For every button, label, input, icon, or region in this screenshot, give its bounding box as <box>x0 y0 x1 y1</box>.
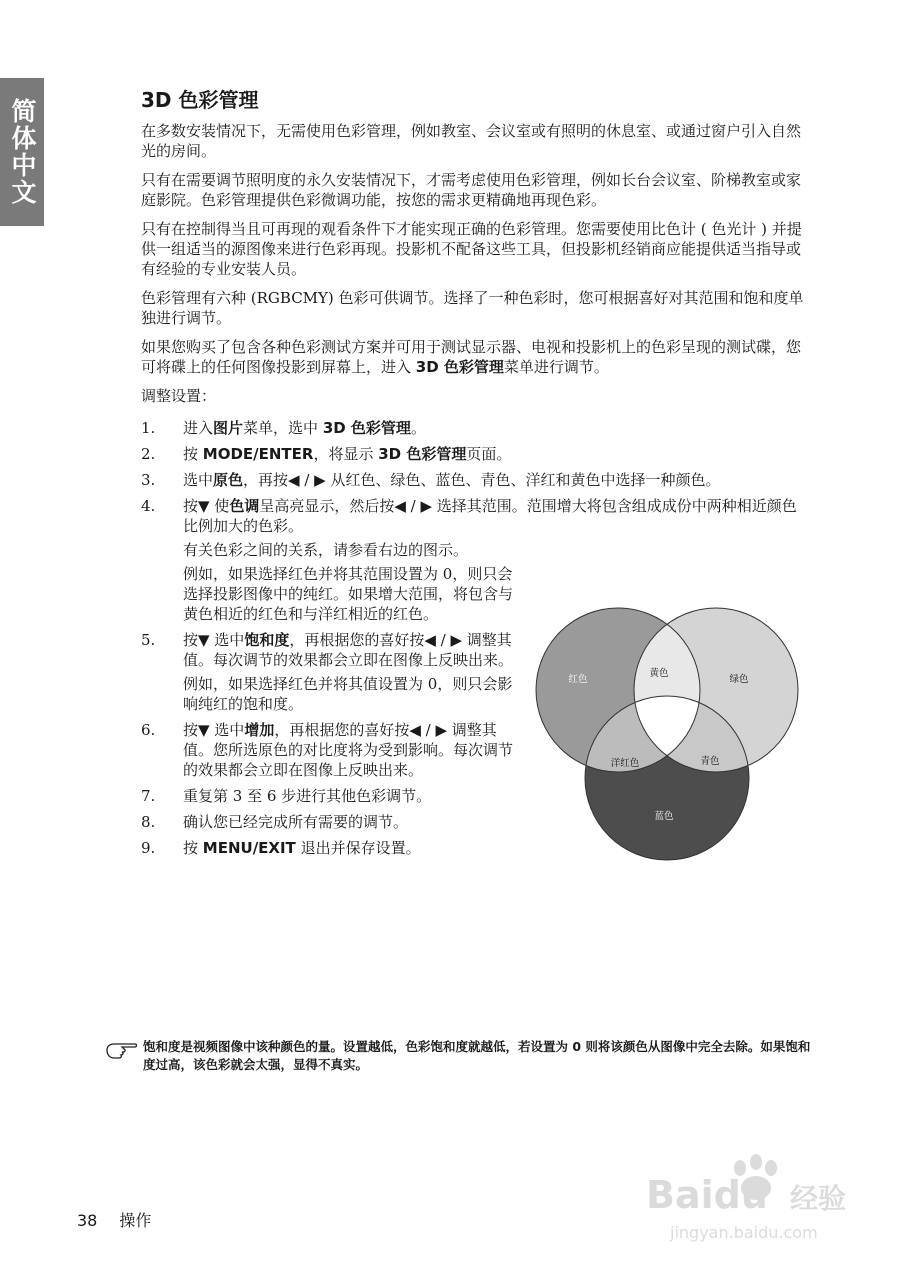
page-footer <box>77 1208 151 1231</box>
color-venn-diagram <box>534 606 800 862</box>
note-box <box>105 1038 815 1074</box>
section-name: 操作 <box>119 1211 152 1230</box>
paragraph-2: 只有在需要调节照明度的永久安装情况下，才需考虑使用色彩管理，例如长台会议室、阶梯教室或家庭影院。色彩管理提供色彩微调功能，按您的需求更精确地再现色彩。 <box>141 171 802 209</box>
step-3: 3. 选中原色，再按◀ / ▶ 从红色、绿色、蓝色、青色、洋红和黄色中选择一种颜色。 <box>141 471 721 489</box>
paragraph-4: 色彩管理有六种 (RGBCMY) 色彩可供调节。选择了一种色彩时，您可根据喜好对其范围和饱和度单独进行调节。 <box>141 289 804 327</box>
watermark-brand-cn: 经验 <box>790 1182 847 1215</box>
page-number: 38 <box>77 1211 98 1230</box>
watermark-brand: Baidu <box>646 1173 768 1217</box>
label-green: 绿色 <box>729 674 749 685</box>
language-tab <box>0 78 44 226</box>
step-4-note-1: 有关色彩之间的关系，请参看右边的图示。 <box>183 541 469 559</box>
section-title: 3D 色彩管理 <box>141 88 259 112</box>
baidu-watermark <box>640 1150 870 1250</box>
step-5-note: 例如，如果选择红色并将其值设置为 0，则只会影响纯红的饱和度。 <box>183 675 513 713</box>
pointing-hand-icon <box>105 1040 139 1060</box>
step-8: 8. 确认您已经完成所有需要的调节。 <box>141 813 409 831</box>
paragraph-5: 如果您购买了包含各种色彩测试方案并可用于测试显示器、电视和投影机上的色彩呈现的测试碟，您可将碟上的任何图像投影到屏幕上，进入 3D 色彩管理菜单进行调节。 <box>141 338 802 376</box>
paragraph-3: 只有在控制得当且可再现的观看条件下才能实现正确的色彩管理。您需要使用比色计 ( 色光计 ) 并提供一组适当的源图像来进行色彩再现。投影机不配备这些工具，但投影机经销商应能提供适当指导或有经验的专业安装人员。 <box>141 220 802 278</box>
note-text: 饱和度是视频图像中该种颜色的量。设置越低，色彩饱和度就越低，若设置为 0 则将该颜色从图像中完全去除。如果饱和度过高，该色彩就会太强，显得不真实。 <box>143 1039 811 1072</box>
paragraph-1: 在多数安装情况下，无需使用色彩管理，例如教室、会议室或有照明的休息室、或通过窗户引入自然光的房间。 <box>141 122 802 160</box>
label-red: 红色 <box>568 674 588 685</box>
step-6: 6. 按▼ 选中增加，再根据您的喜好按◀ / ▶ 调整其值。您所选原色的对比度将为受到影响。每次调节的效果都会立即在图像上反映出来。 <box>141 721 514 779</box>
step-4: 4. 按▼ 使色调呈高亮显示，然后按◀ / ▶ 选择其范围。范围增大将包含组成成份中两种相近颜色比例加大的色彩。 有关色彩之间的关系，请参看右边的图示。 例如，如果选择红色并将其范围设置为 0，则只会选择投影图像中的纯红。如果增大范围，将包含与黄色相近的红色和与洋红相近的红色。 <box>141 497 797 623</box>
label-yellow: 黄色 <box>649 668 669 679</box>
steps-lead: 调整设置： <box>141 387 217 405</box>
label-blue: 蓝色 <box>654 811 674 822</box>
step-7: 7. 重复第 3 至 6 步进行其他色彩调节。 <box>141 787 432 805</box>
step-4-note-2: 例如，如果选择红色并将其范围设置为 0，则只会选择投影图像中的纯红。如果增大范围，将包含与黄色相近的红色和与洋红相近的红色。 <box>183 565 514 623</box>
watermark-url: jingyan.baidu.com <box>670 1223 818 1242</box>
step-2: 2. 按 MODE/ENTER，将显示 3D 色彩管理页面。 <box>141 445 512 463</box>
step-1: 1. 进入图片菜单，选中 3D 色彩管理。 <box>141 419 426 437</box>
label-cyan: 青色 <box>700 756 720 767</box>
label-magenta: 洋红色 <box>610 758 640 769</box>
language-tab-label: 简体中文 <box>8 98 37 206</box>
step-5: 5. 按▼ 选中饱和度，再根据您的喜好按◀ / ▶ 调整其值。每次调节的效果都会立即在图像上反映出来。 例如，如果选择红色并将其值设置为 0，则只会影响纯红的饱和度。 <box>141 631 514 713</box>
step-9: 9. 按 MENU/EXIT 退出并保存设置。 <box>141 839 421 857</box>
